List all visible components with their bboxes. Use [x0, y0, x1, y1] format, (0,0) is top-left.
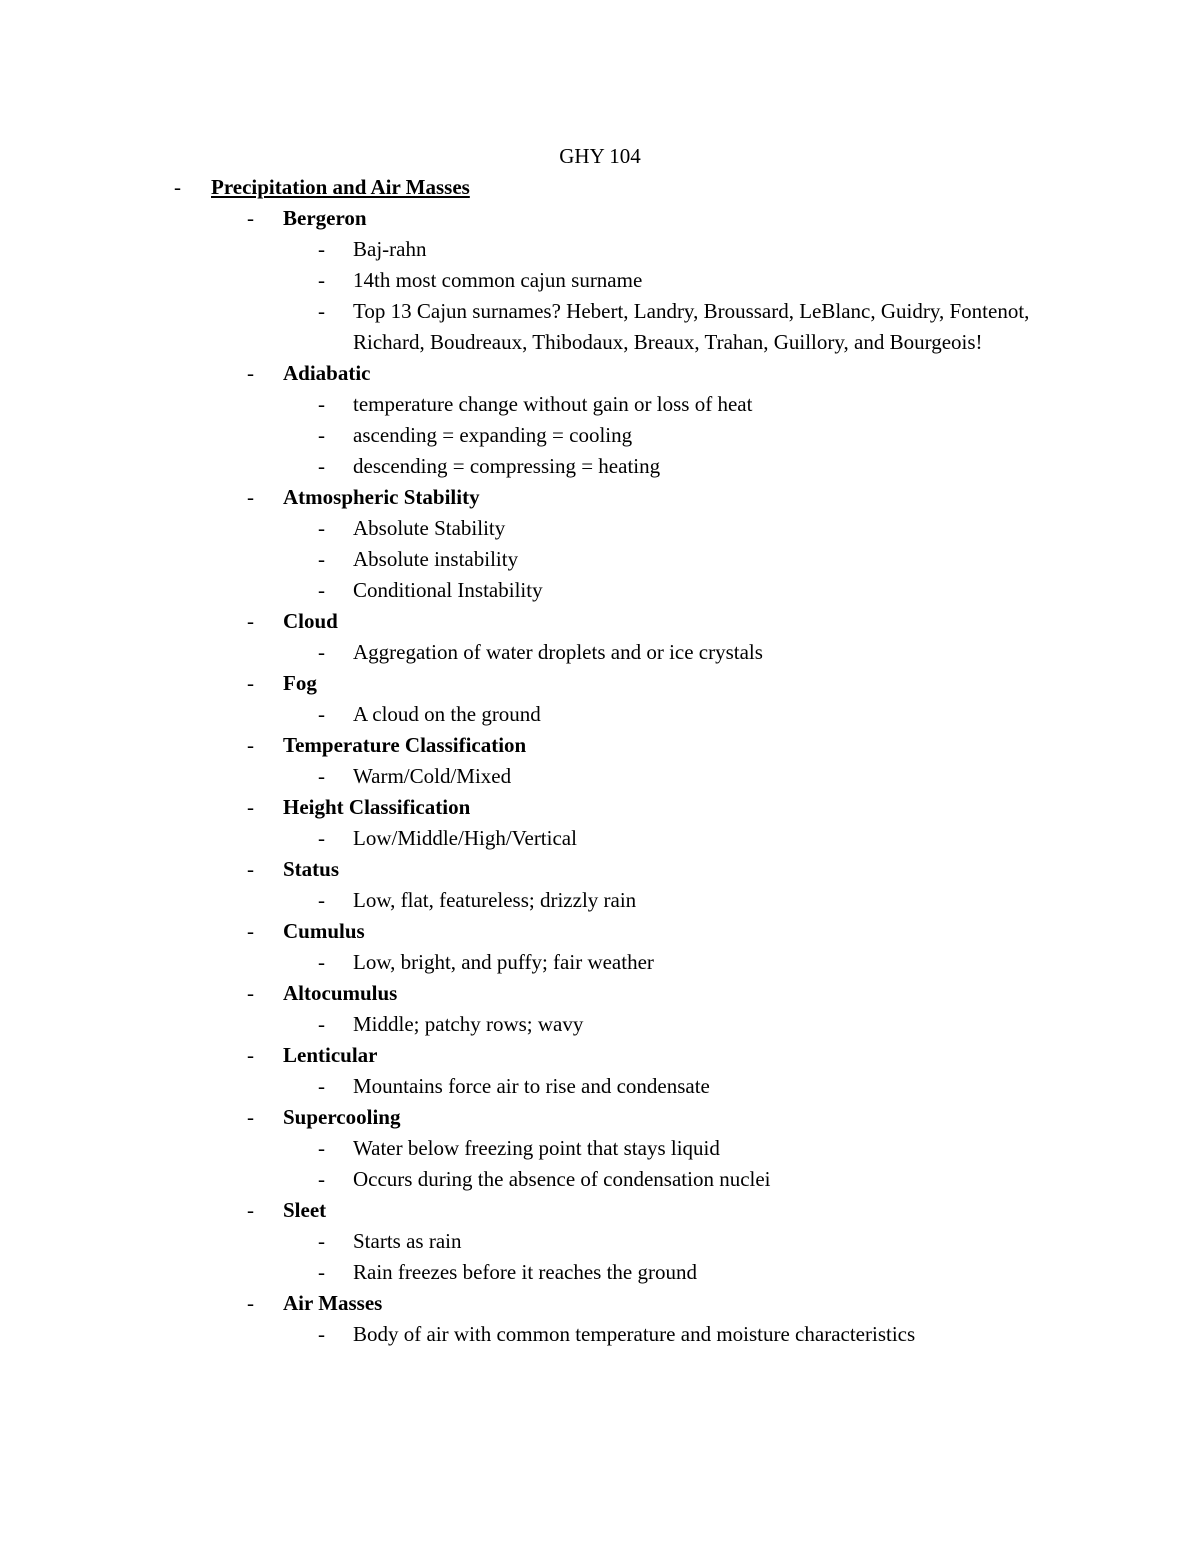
bullet-dash: - — [174, 175, 181, 199]
bullet-dash: - — [247, 361, 254, 385]
topic-note-text: descending = compressing = heating — [353, 454, 661, 478]
bullet-dash: - — [247, 485, 254, 509]
section-heading-text: Precipitation and Air Masses — [211, 175, 470, 199]
topic-term-text: Height Classification — [283, 795, 471, 819]
topic-note — [0, 234, 1200, 265]
topic-note — [0, 885, 1200, 916]
bullet-dash: - — [318, 702, 325, 726]
bullet-dash: - — [318, 299, 325, 323]
topic-note — [0, 420, 1200, 451]
topic-note — [0, 389, 1200, 420]
bullet-dash: - — [318, 268, 325, 292]
topic-note-text: Top 13 Cajun surnames? Hebert, Landry, Broussard, LeBlanc, Guidry, Fontenot, Richard, Boudreaux, Thibodaux, Breaux, Trahan, Guillory, and Bourgeois! — [353, 299, 1030, 354]
topic-term-text: Supercooling — [283, 1105, 401, 1129]
topic-note-text: Low, bright, and puffy; fair weather — [353, 950, 654, 974]
topic-note-text: Mountains force air to rise and condensate — [353, 1074, 710, 1098]
bullet-dash: - — [247, 671, 254, 695]
topic-note — [0, 699, 1200, 730]
topic-term — [0, 606, 1200, 637]
topic-note-text: Body of air with common temperature and moisture characteristics — [353, 1322, 916, 1346]
topic-term-text: Cumulus — [283, 919, 365, 943]
bullet-dash: - — [318, 1229, 325, 1253]
topic-note — [0, 1009, 1200, 1040]
topic-term — [0, 1040, 1200, 1071]
topic-note — [0, 513, 1200, 544]
topic-term-text: Sleet — [283, 1198, 327, 1222]
topic-term — [0, 668, 1200, 699]
bullet-dash: - — [318, 1167, 325, 1191]
bullet-dash: - — [247, 919, 254, 943]
topic-note-text: Occurs during the absence of condensation nuclei — [353, 1167, 771, 1191]
bullet-dash: - — [318, 764, 325, 788]
topic-note-text: Low, flat, featureless; drizzly rain — [353, 888, 637, 912]
topic-note-text: Low/Middle/High/Vertical — [353, 826, 577, 850]
topic-note-text: temperature change without gain or loss of heat — [353, 392, 753, 416]
topic-term — [0, 792, 1200, 823]
bullet-dash: - — [247, 609, 254, 633]
topic-note-text: Conditional Instability — [353, 578, 543, 602]
topic-note-text: ascending = expanding = cooling — [353, 423, 633, 447]
topic-note-text: Absolute instability — [353, 547, 519, 571]
topic-note — [0, 296, 1200, 358]
topic-note — [0, 1164, 1200, 1195]
topic-note — [0, 1133, 1200, 1164]
topic-note — [0, 1071, 1200, 1102]
bullet-dash: - — [247, 981, 254, 1005]
topic-note-text: Rain freezes before it reaches the ground — [353, 1260, 697, 1284]
topic-note-text: Warm/Cold/Mixed — [353, 764, 512, 788]
bullet-dash: - — [318, 454, 325, 478]
topic-term — [0, 978, 1200, 1009]
bullet-dash: - — [318, 1260, 325, 1284]
topic-note-text: Aggregation of water droplets and or ice crystals — [353, 640, 763, 664]
bullet-dash: - — [247, 1105, 254, 1129]
document-title: GHY 104 — [559, 144, 641, 168]
topic-term-text: Lenticular — [283, 1043, 378, 1067]
topic-note — [0, 1319, 1200, 1350]
topic-term-text: Atmospheric Stability — [283, 485, 480, 509]
bullet-dash: - — [318, 1136, 325, 1160]
topic-note — [0, 265, 1200, 296]
topic-term-text: Adiabatic — [283, 361, 371, 385]
bullet-dash: - — [318, 516, 325, 540]
topic-note — [0, 1226, 1200, 1257]
bullet-dash: - — [247, 206, 254, 230]
topic-note — [0, 637, 1200, 668]
topic-note — [0, 544, 1200, 575]
topic-term-text: Bergeron — [283, 206, 367, 230]
topic-term — [0, 482, 1200, 513]
notes-outline — [0, 172, 1200, 1350]
bullet-dash: - — [318, 950, 325, 974]
topic-term — [0, 854, 1200, 885]
topic-term — [0, 916, 1200, 947]
topic-term-text: Air Masses — [283, 1291, 383, 1315]
bullet-dash: - — [318, 547, 325, 571]
topic-term — [0, 1288, 1200, 1319]
bullet-dash: - — [318, 578, 325, 602]
topic-note-text: Middle; patchy rows; wavy — [353, 1012, 584, 1036]
topic-note — [0, 1257, 1200, 1288]
bullet-dash: - — [247, 733, 254, 757]
topic-note-text: Baj-rahn — [353, 237, 427, 261]
topic-term-text: Status — [283, 857, 340, 881]
topic-note-text: Starts as rain — [353, 1229, 462, 1253]
bullet-dash: - — [318, 392, 325, 416]
bullet-dash: - — [247, 795, 254, 819]
topic-term — [0, 203, 1200, 234]
bullet-dash: - — [318, 888, 325, 912]
bullet-dash: - — [247, 1198, 254, 1222]
topic-note — [0, 761, 1200, 792]
topic-note — [0, 575, 1200, 606]
bullet-dash: - — [247, 1043, 254, 1067]
bullet-dash: - — [318, 1074, 325, 1098]
bullet-dash: - — [318, 826, 325, 850]
topic-term — [0, 730, 1200, 761]
topic-term — [0, 1102, 1200, 1133]
bullet-dash: - — [318, 237, 325, 261]
topic-term-text: Fog — [283, 671, 317, 695]
bullet-dash: - — [318, 1322, 325, 1346]
bullet-dash: - — [318, 640, 325, 664]
topic-note-text: Absolute Stability — [353, 516, 506, 540]
section-heading — [0, 172, 1200, 203]
topic-term — [0, 1195, 1200, 1226]
topic-term — [0, 358, 1200, 389]
topic-term-text: Temperature Classification — [283, 733, 527, 757]
bullet-dash: - — [318, 423, 325, 447]
topic-note — [0, 947, 1200, 978]
bullet-dash: - — [247, 1291, 254, 1315]
bullet-dash: - — [247, 857, 254, 881]
topic-note — [0, 451, 1200, 482]
topic-note — [0, 823, 1200, 854]
topic-note-text: Water below freezing point that stays liquid — [353, 1136, 720, 1160]
bullet-dash: - — [318, 1012, 325, 1036]
topic-term-text: Cloud — [283, 609, 338, 633]
topic-note-text: 14th most common cajun surname — [353, 268, 643, 292]
topic-note-text: A cloud on the ground — [353, 702, 541, 726]
topic-term-text: Altocumulus — [283, 981, 398, 1005]
